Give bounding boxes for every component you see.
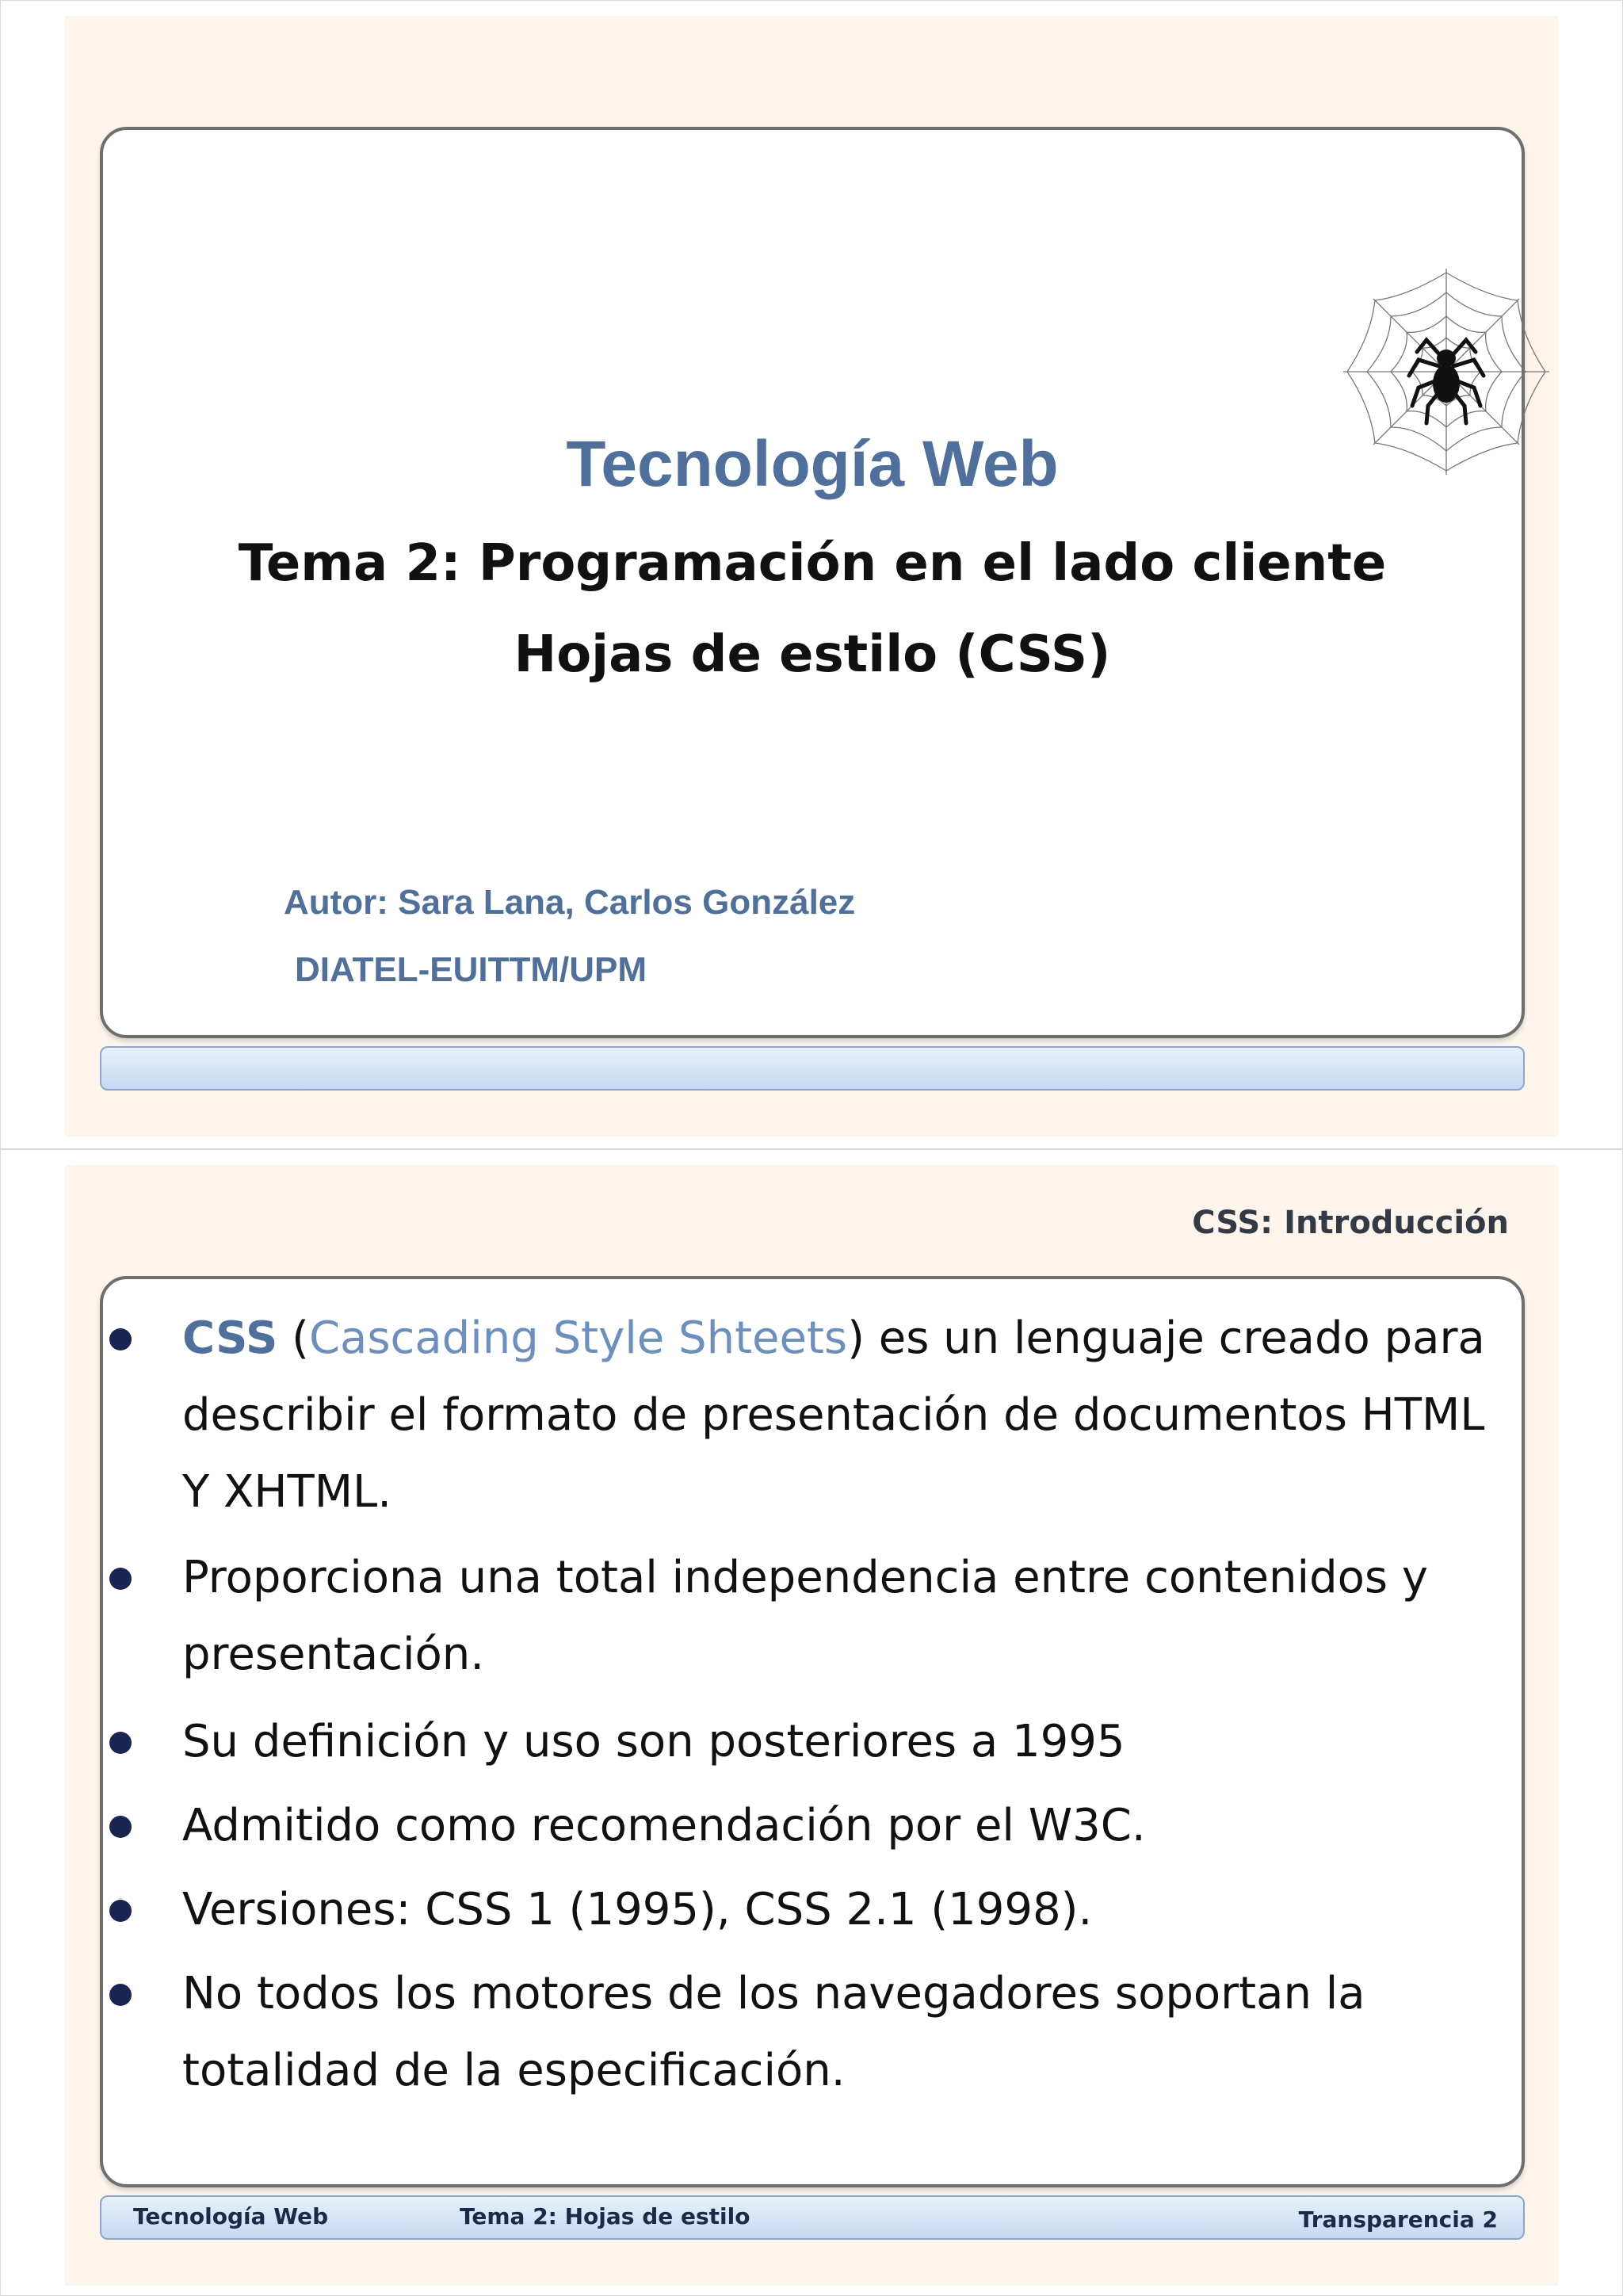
- bullet-item-w3c: [182, 1787, 1498, 1864]
- topic-subtitle: Tema 2: Programación en el lado cliente: [238, 534, 1387, 593]
- bullet-text: ) es un lenguaje creado para: [847, 1312, 1485, 1364]
- open-paren: (: [277, 1312, 309, 1364]
- footer-course-name: Tecnología Web: [133, 2203, 329, 2229]
- bullet-dot: [109, 1568, 132, 1590]
- slide-2-footer-bar: [100, 2195, 1525, 2240]
- bullet-dot: [109, 1900, 132, 1922]
- topic-subtitle-css: Hojas de estilo (CSS): [514, 625, 1111, 684]
- author-line: Autor: Sara Lana, Carlos González: [284, 883, 856, 922]
- bullet-line: Proporciona una total independencia entre contenidos y: [182, 1552, 1428, 1603]
- bullet-line: Admitido como recomendación por el W3C.: [182, 1800, 1146, 1851]
- bullet-item-definition-date: [182, 1703, 1498, 1780]
- bullet-dot: [109, 1328, 132, 1350]
- css-keyword: CSS: [182, 1312, 278, 1364]
- bullet-dot: [109, 1732, 132, 1754]
- slide-2: [65, 1165, 1558, 2286]
- bullet-line: No todos los motores de los navegadores soportan la: [182, 1968, 1365, 2019]
- bullet-dot: [109, 1816, 132, 1838]
- page-divider: [0, 1148, 1623, 1150]
- slide-1-footer-bar: [100, 1046, 1525, 1091]
- bullet-item-css-definition: [182, 1300, 1498, 1530]
- bullet-line: presentación.: [182, 1629, 485, 1680]
- bullet-item-independence: [182, 1539, 1498, 1693]
- css-expansion: Cascading Style Shteets: [308, 1312, 848, 1364]
- footer-topic: Tema 2: Hojas de estilo: [460, 2203, 750, 2229]
- bullet-line: Versiones: CSS 1 (1995), CSS 2.1 (1998).: [182, 1884, 1093, 1935]
- bullet-line: Y XHTML.: [182, 1466, 392, 1518]
- slide-1: [65, 16, 1558, 1137]
- bullet-line: Su definición y uso son posteriores a 1995: [182, 1716, 1125, 1767]
- bullet-line: describir el formato de presentación de documentos HTML: [182, 1389, 1485, 1441]
- slide-2-card: [100, 1276, 1525, 2187]
- bullet-item-browser-support: [182, 1955, 1498, 2109]
- bullet-item-versions: [182, 1871, 1498, 1948]
- footer-slide-number: Transparencia 2: [1298, 2206, 1498, 2233]
- presentation-title: Tecnología Web: [566, 428, 1059, 500]
- bullet-line: totalidad de la especificación.: [182, 2045, 846, 2096]
- slide-1-card: [100, 127, 1525, 1038]
- bullet-dot: [109, 1984, 132, 2006]
- section-title: CSS: Introducción: [1192, 1205, 1509, 1241]
- bullet-line: [182, 1300, 1498, 1377]
- affiliation-line: DIATEL-EUITTM/UPM: [295, 950, 647, 989]
